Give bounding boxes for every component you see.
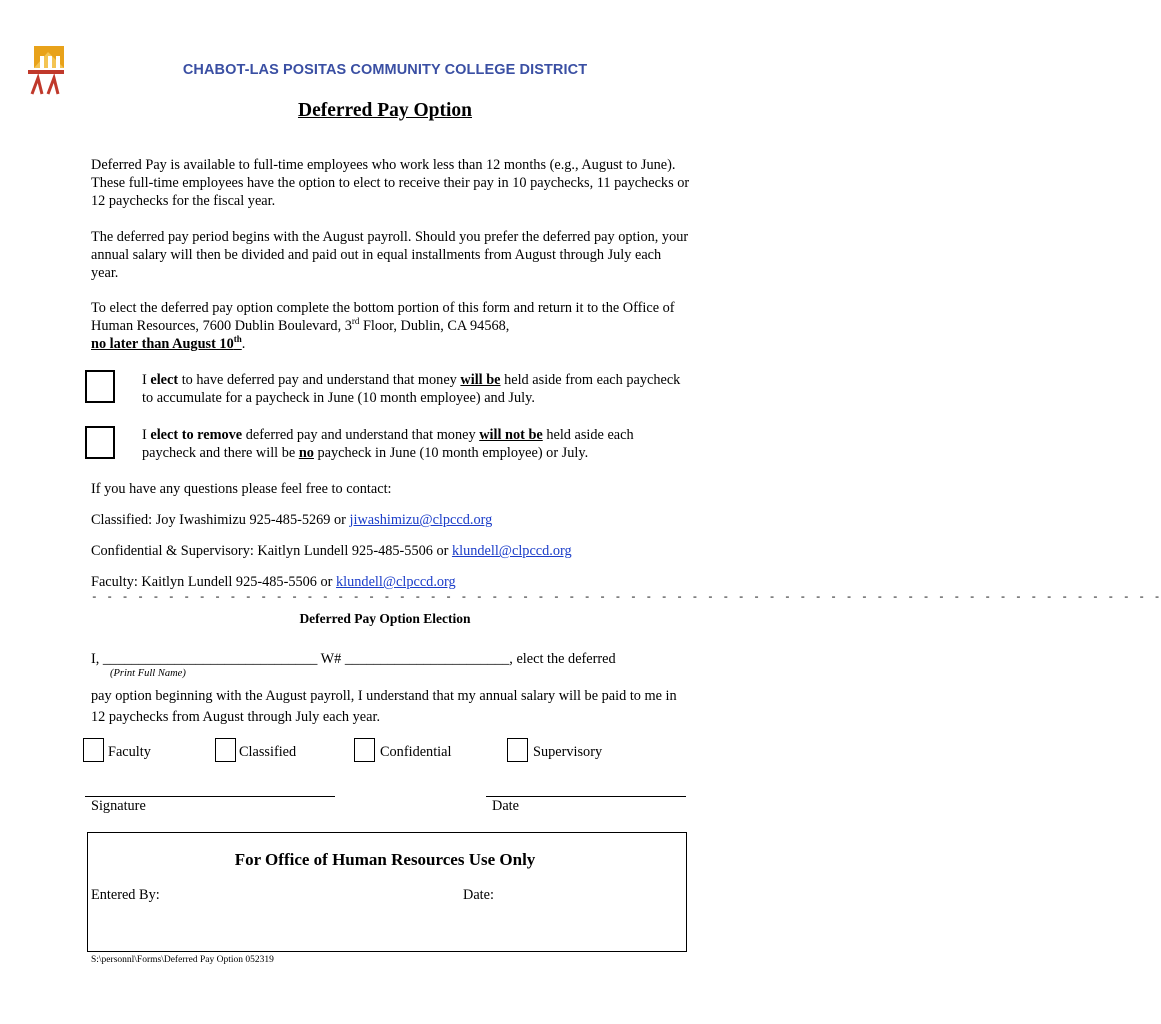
contact-label: Confidential & Supervisory: Kaitlyn Lundell 925-485-5506 or [91,543,452,559]
contact-classified [91,512,492,529]
choice2-mid2: held aside each paycheck and there will be [142,427,634,461]
choice1-bold: elect [150,372,179,388]
office-date-label: Date: [463,887,494,903]
deadline-sup: th [233,334,242,345]
deadline-label: no later than August 10 [91,336,234,352]
contact-intro: If you have any questions please feel free to contact: [91,481,392,497]
district-name: CHABOT-LAS POSITAS COMMUNITY COLLEGE DISTRICT [182,62,588,78]
remove-option-text [142,426,682,462]
date-label: Date [492,798,519,814]
instructions-text: To elect the deferred pay option complete the bottom portion of this form and return it to the Office of Human Resources, 7600 Dublin Boulevard, 3 [91,300,675,334]
period-paragraph: The deferred pay period begins with the August payroll. Should you prefer the deferred pay option, your annual salary will then be divided and paid out in equal installments from August through July each year. [91,229,689,281]
deadline-period: . [241,336,246,352]
remove-checkbox[interactable] [85,426,115,459]
election-body: pay option beginning with the August payroll, I understand that my annual salary will be paid to me in 12 paychecks from August through July each year. [91,688,677,725]
signature-label: Signature [91,798,146,814]
choice2-mid: deferred pay and understand that money [242,427,480,443]
choice1-post: held aside from each paycheck to accumulate for a paycheck in June (10 month employee) and July. [142,372,681,406]
cut-line-divider: - - - - - - - - - - - - - - - - - - - - - - - - - - - - - - - - - - - - - - - - - - - - - - - - - - - - - - - - - - - - - - - - - - - - - - [91,592,1161,604]
choice2-post: paycheck in June (10 month employee) or July. [313,445,589,461]
email-link[interactable]: jiwashimizu@clpccd.org [349,512,493,528]
intro-paragraph: Deferred Pay is available to full-time employees who work less than 12 months (e.g., August to June). These full-time employees have the option to elect to receive their pay in 10 paychecks, 11 paychecks or 12 paychecks for the fiscal year. [91,157,690,209]
choice2-emph2: no [298,445,314,461]
confidential-checkbox[interactable] [354,738,375,762]
supervisory-checkbox[interactable] [507,738,528,762]
elect-option-text [142,371,682,407]
classified-label: Classified [239,744,297,760]
email-link[interactable]: klundell@clpccd.org [336,574,456,590]
contact-confidential [91,543,572,560]
choice1-emph: will be [460,372,501,388]
choice1-pre: I [142,372,151,388]
file-path-footer: S:\personnl\Forms\Deferred Pay Option 052319 [91,955,274,965]
contact-label: Classified: Joy Iwashimizu 925-485-5269 or [91,512,350,528]
contact-faculty [91,574,456,591]
page-title: Deferred Pay Option [297,100,473,121]
faculty-label: Faculty [108,744,151,760]
faculty-checkbox[interactable] [83,738,104,762]
name-w-number-line[interactable]: I, ______________________________ W# _______________________, elect the deferred [91,651,616,667]
elect-checkbox[interactable] [85,370,115,403]
election-title: Deferred Pay Option Election [299,611,471,626]
supervisory-label: Supervisory [533,744,603,760]
office-use-title: For Office of Human Resources Use Only [234,850,536,869]
deadline-text [91,336,242,352]
signature-line[interactable] [85,796,335,797]
choice2-bold: elect to remove [150,427,243,443]
date-line[interactable] [486,796,686,797]
classified-checkbox[interactable] [215,738,236,762]
instructions-paragraph [91,299,691,353]
contact-label: Faculty: Kaitlyn Lundell 925-485-5506 or [91,574,336,590]
email-link[interactable]: klundell@clpccd.org [451,543,572,559]
choice2-pre: I [142,427,151,443]
print-name-hint: (Print Full Name) [110,668,186,679]
choice2-emph: will not be [479,427,543,443]
ordinal-sup: rd [351,316,360,327]
instructions-text-2: Floor, Dublin, CA 94568, [359,318,510,334]
entered-by-label: Entered By: [91,887,160,903]
confidential-label: Confidential [380,744,452,760]
choice1-mid: to have deferred pay and understand that money [178,372,461,388]
